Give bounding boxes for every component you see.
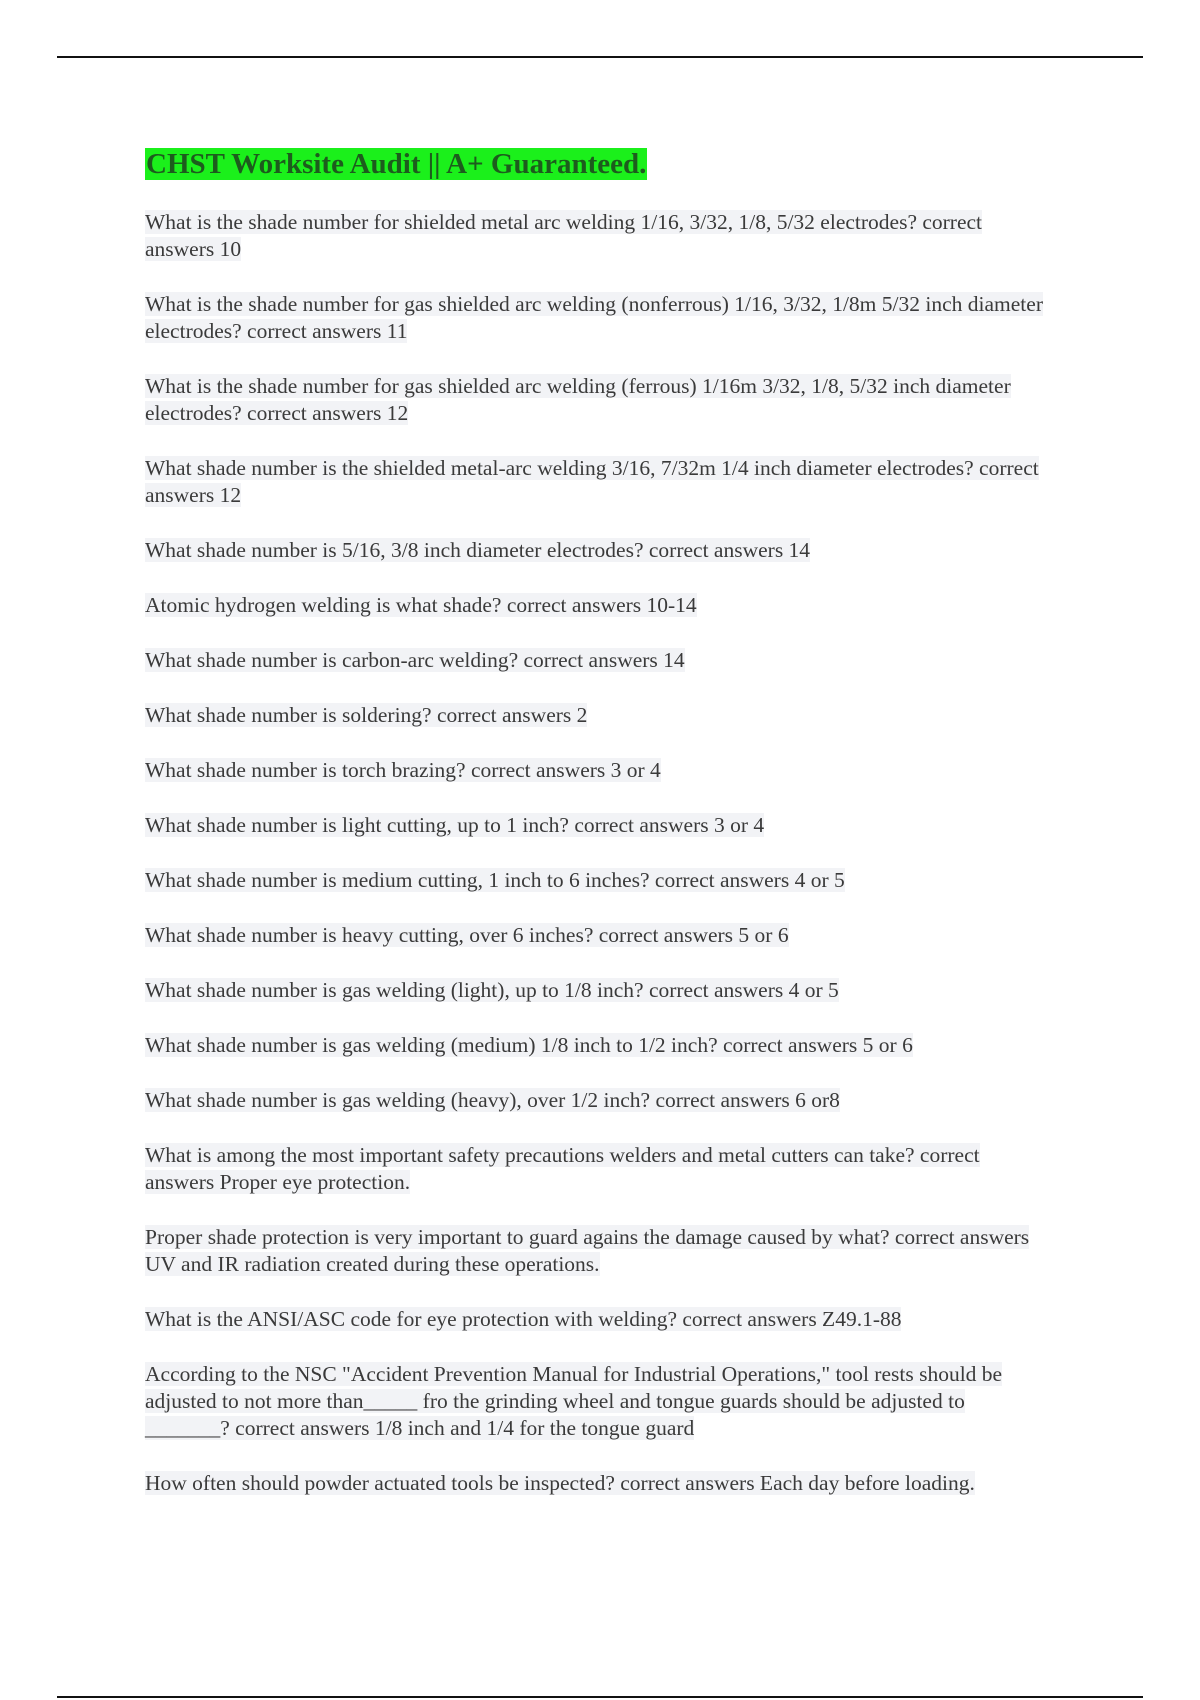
qa-item xyxy=(145,1361,1045,1442)
qa-item xyxy=(145,812,1045,839)
top-rule xyxy=(57,56,1143,58)
qa-item-text: Atomic hydrogen welding is what shade? correct answers 10-14 xyxy=(145,593,697,617)
qa-item xyxy=(145,922,1045,949)
qa-item xyxy=(145,209,1045,263)
qa-item-text: What shade number is gas welding (medium) 1/8 inch to 1/2 inch? correct answers 5 or 6 xyxy=(145,1033,913,1057)
qa-item-text: What shade number is carbon-arc welding? correct answers 14 xyxy=(145,648,685,672)
qa-item xyxy=(145,647,1045,674)
qa-item xyxy=(145,291,1045,345)
qa-list xyxy=(145,209,1045,1497)
qa-item xyxy=(145,867,1045,894)
qa-item xyxy=(145,1306,1045,1333)
qa-item xyxy=(145,1032,1045,1059)
qa-item xyxy=(145,702,1045,729)
qa-item-text: What is among the most important safety precautions welders and metal cutters can take? correct answers Proper eye protection. xyxy=(145,1143,980,1194)
qa-item-text: What shade number is gas welding (heavy), over 1/2 inch? correct answers 6 or8 xyxy=(145,1088,840,1112)
qa-item-text: What shade number is 5/16, 3/8 inch diameter electrodes? correct answers 14 xyxy=(145,538,811,562)
qa-item-text: Proper shade protection is very important to guard agains the damage caused by what? correct answers UV and IR radiation created during these operations. xyxy=(145,1225,1030,1276)
qa-item-text: What is the shade number for gas shielded arc welding (nonferrous) 1/16, 3/32, 1/8m 5/32 inch diameter electrodes? correct answers 11 xyxy=(145,292,1043,343)
qa-item xyxy=(145,1224,1045,1278)
qa-item xyxy=(145,592,1045,619)
qa-item-text: What shade number is gas welding (light), up to 1/8 inch? correct answers 4 or 5 xyxy=(145,978,839,1002)
qa-item-text: What shade number is soldering? correct answers 2 xyxy=(145,703,588,727)
qa-item xyxy=(145,1142,1045,1196)
qa-item xyxy=(145,977,1045,1004)
qa-item-text: What is the shade number for shielded metal arc welding 1/16, 3/32, 1/8, 5/32 electrodes? correct answers 10 xyxy=(145,210,983,261)
qa-item-text: What is the ANSI/ASC code for eye protection with welding? correct answers Z49.1-88 xyxy=(145,1307,902,1331)
qa-item-text: What shade number is torch brazing? correct answers 3 or 4 xyxy=(145,758,661,782)
qa-item xyxy=(145,373,1045,427)
qa-item-text: What shade number is medium cutting, 1 inch to 6 inches? correct answers 4 or 5 xyxy=(145,868,845,892)
document-title-text: CHST Worksite Audit || A+ Guaranteed. xyxy=(146,148,647,180)
qa-item-text: How often should powder actuated tools be inspected? correct answers Each day before loading. xyxy=(145,1471,975,1495)
document-body xyxy=(145,145,1045,1525)
document-title xyxy=(145,145,1045,183)
qa-item xyxy=(145,537,1045,564)
qa-item xyxy=(145,1470,1045,1497)
qa-item-text: What shade number is heavy cutting, over 6 inches? correct answers 5 or 6 xyxy=(145,923,789,947)
qa-item-text: What is the shade number for gas shielded arc welding (ferrous) 1/16m 3/32, 1/8, 5/32 inch diameter electrodes? correct answers 12 xyxy=(145,374,1011,425)
qa-item-text: What shade number is the shielded metal-arc welding 3/16, 7/32m 1/4 inch diameter electrodes? correct answers 12 xyxy=(145,456,1039,507)
qa-item-text: What shade number is light cutting, up to 1 inch? correct answers 3 or 4 xyxy=(145,813,765,837)
qa-item-text: According to the NSC "Accident Prevention Manual for Industrial Operations," tool rests should be adjusted to not more than_____ fro the grinding wheel and tongue guards should be adjusted to _______? correct answers 1/8 inch and 1/4 for the tongue guard xyxy=(145,1362,1003,1440)
qa-item xyxy=(145,757,1045,784)
qa-item xyxy=(145,1087,1045,1114)
qa-item xyxy=(145,455,1045,509)
bottom-rule xyxy=(57,1696,1143,1698)
